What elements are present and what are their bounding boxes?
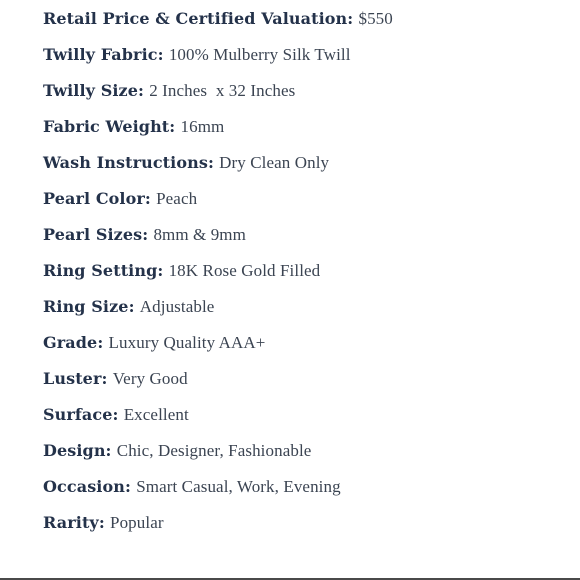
- spec-design: [43, 438, 570, 474]
- spec-ring-setting: [43, 258, 570, 294]
- spec-label: Fabric Weight:: [43, 117, 176, 136]
- spec-value: Chic, Designer, Fashionable: [116, 441, 312, 460]
- spec-label: Pearl Sizes:: [43, 225, 149, 244]
- spec-label: Surface:: [43, 405, 119, 424]
- spec-label: Retail Price & Certified Valuation:: [43, 9, 354, 28]
- spec-value: $550: [358, 9, 393, 28]
- spec-wash-instructions: [43, 150, 570, 186]
- spec-label: Luster:: [43, 369, 108, 388]
- spec-value: 18K Rose Gold Filled: [168, 261, 321, 280]
- spec-value: Adjustable: [139, 297, 215, 316]
- spec-label: Grade:: [43, 333, 104, 352]
- spec-label: Pearl Color:: [43, 189, 151, 208]
- spec-value: Very Good: [112, 369, 188, 388]
- spec-grade: [43, 330, 570, 366]
- spec-label: Wash Instructions:: [43, 153, 214, 172]
- spec-value: Popular: [110, 513, 164, 532]
- spec-pearl-sizes: [43, 222, 570, 258]
- spec-value: 100% Mulberry Silk Twill: [168, 45, 351, 64]
- spec-occasion: [43, 474, 570, 510]
- spec-pearl-color: [43, 186, 570, 222]
- spec-value: Excellent: [123, 405, 189, 424]
- spec-label: Occasion:: [43, 477, 131, 496]
- spec-label: Twilly Size:: [43, 81, 145, 100]
- spec-value: 16mm: [180, 117, 225, 136]
- spec-fabric-weight: [43, 114, 570, 150]
- spec-retail-price: [43, 6, 570, 42]
- spec-twilly-size: [43, 78, 570, 114]
- spec-value: 8mm & 9mm: [153, 225, 246, 244]
- spec-value: Luxury Quality AAA+: [108, 333, 266, 352]
- spec-label: Ring Size:: [43, 297, 135, 316]
- spec-value: Smart Casual, Work, Evening: [136, 477, 341, 496]
- spec-luster: [43, 366, 570, 402]
- spec-twilly-fabric: [43, 42, 570, 78]
- spec-rarity: [43, 510, 570, 546]
- spec-label: Twilly Fabric:: [43, 45, 164, 64]
- spec-value: Dry Clean Only: [219, 153, 330, 172]
- spec-ring-size: [43, 294, 570, 330]
- spec-value: Peach: [156, 189, 198, 208]
- spec-value: 2 Inches x 32 Inches: [149, 81, 296, 100]
- spec-label: Design:: [43, 441, 112, 460]
- spec-surface: [43, 402, 570, 438]
- product-specifications: [43, 6, 570, 546]
- spec-label: Rarity:: [43, 513, 105, 532]
- spec-label: Ring Setting:: [43, 261, 164, 280]
